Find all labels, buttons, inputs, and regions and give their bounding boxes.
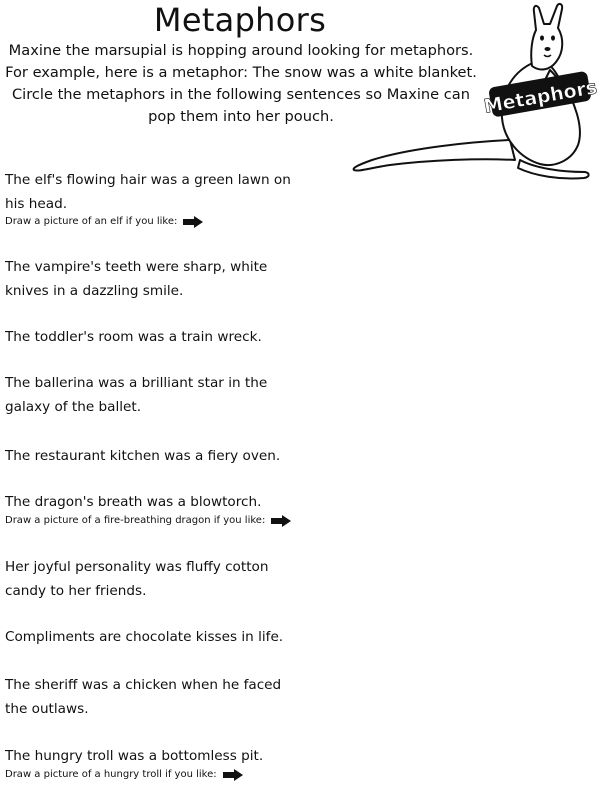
- sentence-1[interactable]: [5, 168, 291, 216]
- sentence-2[interactable]: [5, 255, 267, 303]
- sentence-3[interactable]: [5, 325, 262, 349]
- sentence-line: The hungry troll was a bottomless pit.: [5, 748, 264, 764]
- sentence-9[interactable]: [5, 673, 281, 721]
- kangaroo-icon: [350, 0, 600, 185]
- arrow-right-icon: [183, 216, 203, 228]
- arrow-right-icon: [223, 769, 243, 781]
- draw-prompt-text: Draw a picture of a fire-breathing dragon if you like:: [5, 515, 266, 526]
- arrow-right-icon: [271, 515, 291, 527]
- sentence-line: candy to her friends.: [5, 583, 147, 599]
- sentence-line: The vampire's teeth were sharp, white: [5, 259, 268, 275]
- instruction-line: pop them into her pouch.: [148, 108, 334, 125]
- sentence-line: his head.: [5, 196, 68, 212]
- sentence-7[interactable]: [5, 555, 268, 603]
- instruction-line: Maxine the marsupial is hopping around looking for metaphors.: [8, 42, 474, 59]
- sentence-4[interactable]: [5, 371, 267, 419]
- instruction-line: Circle the metaphors in the following sentences so Maxine can: [11, 86, 471, 103]
- draw-prompt: [5, 215, 203, 229]
- page-title: Metaphors: [153, 1, 327, 39]
- sentence-line: The ballerina was a brilliant star in the: [5, 375, 268, 391]
- sentence-line: The toddler's room was a train wreck.: [5, 329, 262, 345]
- draw-prompt: [5, 514, 291, 528]
- sentence-line: galaxy of the ballet.: [5, 399, 142, 415]
- draw-prompt: [5, 768, 243, 782]
- metaphors-badge-text: Metaphors: [482, 76, 599, 118]
- draw-prompt-text: Draw a picture of an elf if you like:: [5, 216, 178, 227]
- sentence-line: Her joyful personality was fluffy cotton: [5, 559, 269, 575]
- sentence-line: The restaurant kitchen was a fiery oven.: [5, 448, 281, 464]
- sentence-line: The dragon's breath was a blowtorch.: [5, 494, 262, 510]
- sentence-10[interactable]: [5, 744, 263, 768]
- sentence-8[interactable]: [5, 625, 283, 649]
- sentence-line: The elf's flowing hair was a green lawn on: [5, 172, 291, 188]
- instruction-line: For example, here is a metaphor: The snow was a white blanket.: [5, 64, 477, 81]
- sentence-5[interactable]: [5, 444, 280, 468]
- sentence-line: knives in a dazzling smile.: [5, 283, 184, 299]
- sentence-line: Compliments are chocolate kisses in life.: [5, 629, 284, 645]
- sentence-line: the outlaws.: [5, 701, 89, 717]
- sentence-line: The sheriff was a chicken when he faced: [5, 677, 282, 693]
- sentence-6[interactable]: [5, 490, 261, 514]
- draw-prompt-text: Draw a picture of a hungry troll if you like:: [5, 769, 217, 780]
